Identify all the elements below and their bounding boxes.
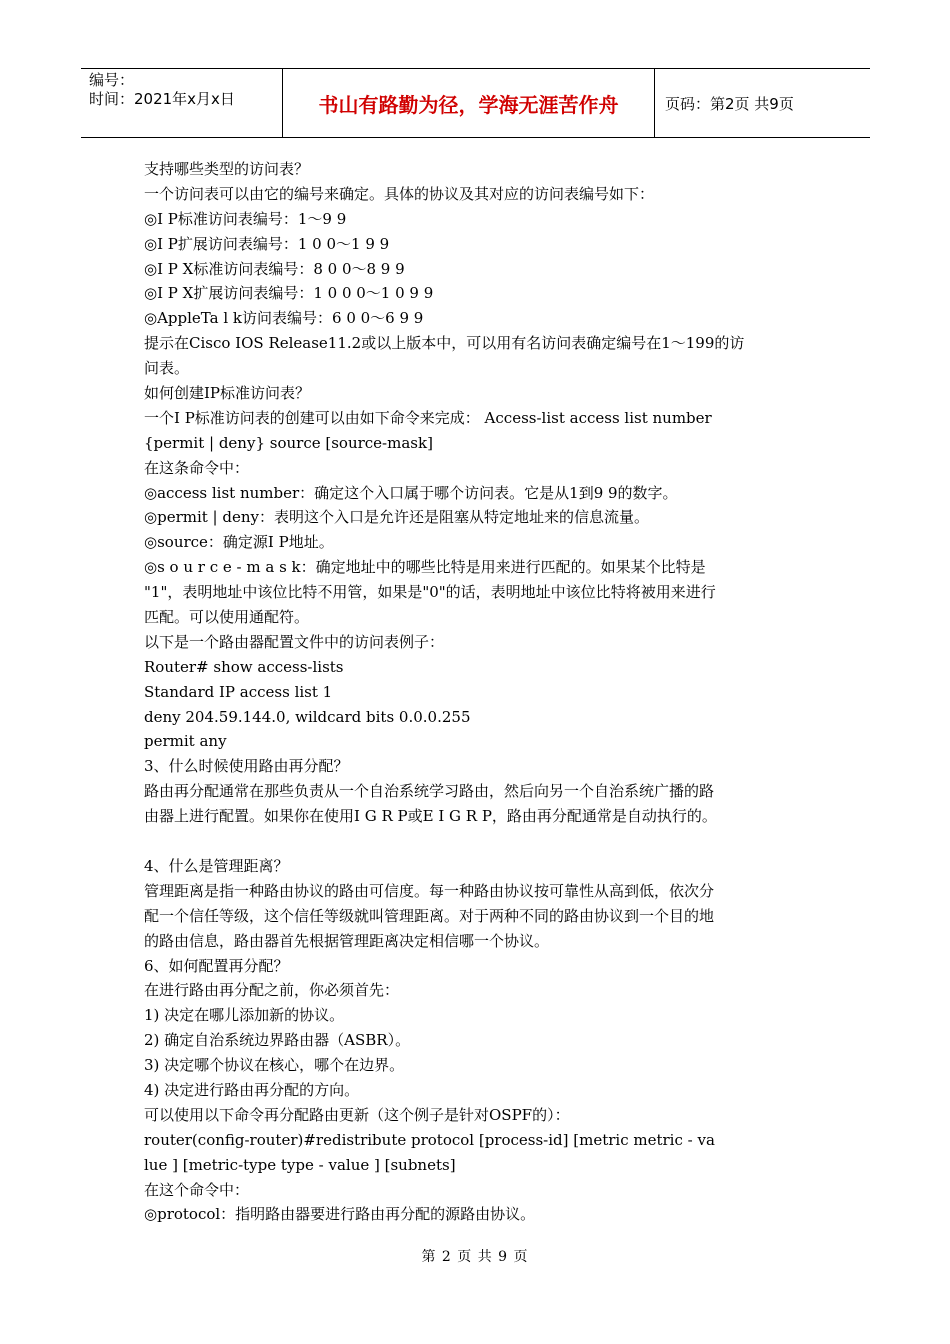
body-line: permit any xyxy=(144,732,227,751)
body-line: 在这条命令中： xyxy=(144,458,250,477)
body-line: 路由再分配通常在那些负责从一个自治系统学习路由，然后向另一个自治系统广播的路 xyxy=(144,782,715,801)
page-code: 页码：第2页 共9页 xyxy=(665,94,794,113)
body-line: 由器上进行配置。如果你在使用I G R P或E I G R P，路由再分配通常是自动执行的。 xyxy=(144,807,717,826)
body-line: 匹配。可以使用通配符。 xyxy=(144,608,310,627)
body-line: 3、什么时候使用路由再分配？ xyxy=(144,757,349,776)
body-line: ◎permit | deny：表明这个入口是允许还是阻塞从特定地址来的信息流量。 xyxy=(144,508,649,527)
page-footer: 第 2 页 共 9 页 xyxy=(421,1249,529,1265)
body-line: 4、什么是管理距离？ xyxy=(144,856,289,875)
body-line: 可以使用以下命令再分配路由更新（这个例子是针对OSPF的）： xyxy=(144,1105,570,1124)
body-line: 配一个信任等级，这个信任等级就叫管理距离。对于两种不同的路由协议到一个目的地 xyxy=(144,906,715,925)
body-line: 3) 决定哪个协议在核心，哪个在边界。 xyxy=(144,1056,405,1075)
body-line xyxy=(144,829,789,854)
body-line: {permit | deny} source [source-mask] xyxy=(144,433,433,452)
motto: 书山有路勤为径，学海无涯苦作舟 xyxy=(282,69,655,137)
body-line: 在这个命令中： xyxy=(144,1180,250,1199)
body-line: 支持哪些类型的访问表？ xyxy=(144,160,310,178)
body-line: 的路由信息，路由器首先根据管理距离决定相信哪一个协议。 xyxy=(144,931,550,950)
body-line: Router# show access-lists xyxy=(144,657,344,676)
body-line: ◎I P X扩展访问表编号：1 0 0 0～1 0 9 9 xyxy=(144,284,434,303)
body-line: 在进行路由再分配之前，你必须首先： xyxy=(144,981,400,1000)
body-line: ◎I P X标准访问表编号：8 0 0～8 9 9 xyxy=(144,259,405,278)
body-line: 一个I P标准访问表的创建可以由如下命令来完成： Access-list access list number xyxy=(144,408,712,427)
header-left-cell xyxy=(81,69,282,137)
body-line: Standard IP access list 1 xyxy=(144,682,333,701)
body-line: 如何创建IP标准访问表？ xyxy=(144,384,311,403)
body-line: ◎AppleTa l k访问表编号：6 0 0～6 9 9 xyxy=(144,309,424,328)
body-line: 问表。 xyxy=(144,359,190,378)
document-body xyxy=(144,157,789,1227)
body-line: lue ] [metric-type type - value ] [subnets] xyxy=(144,1155,456,1174)
body-line: deny 204.59.144.0, wildcard bits 0.0.0.255 xyxy=(144,707,471,726)
body-line: 以下是一个路由器配置文件中的访问表例子： xyxy=(144,632,445,651)
body-line: ◎I P扩展访问表编号：1 0 0～1 9 9 xyxy=(144,234,390,253)
body-line: 提示在Cisco IOS Release11.2或以上版本中，可以用有名访问表确定编号在1～199的访 xyxy=(144,334,745,353)
body-line: 管理距离是指一种路由协议的路由可信度。每一种路由协议按可靠性从高到低，依次分 xyxy=(144,881,715,900)
body-line: ◎I P标准访问表编号：1～9 9 xyxy=(144,209,347,228)
body-line: 2) 确定自治系统边界路由器（ASBR）。 xyxy=(144,1031,411,1050)
body-line: "1"，表明地址中该位比特不用管，如果是"0"的话，表明地址中该位比特将被用来进行 xyxy=(144,583,716,602)
body-line: 一个访问表可以由它的编号来确定。具体的协议及其对应的访问表编号如下： xyxy=(144,184,655,203)
body-line: router(config-router)#redistribute protocol [process-id] [metric metric - va xyxy=(144,1130,715,1149)
body-line: ◎s o u r c e - m a s k：确定地址中的哪些比特是用来进行匹配的。如果某个比特是 xyxy=(144,558,706,577)
number-label: 编号： xyxy=(89,71,135,89)
body-line: ◎protocol：指明路由器要进行路由再分配的源路由协议。 xyxy=(144,1205,536,1224)
time-label: 时间：2021年x月x日 xyxy=(89,90,235,108)
body-line: ◎access list number：确定这个入口属于哪个访问表。它是从1到9 9的数字。 xyxy=(144,483,678,502)
body-line: 4) 决定进行路由再分配的方向。 xyxy=(144,1080,360,1099)
body-line: 6、如何配置再分配？ xyxy=(144,956,289,975)
body-line: 1) 决定在哪儿添加新的协议。 xyxy=(144,1006,345,1025)
body-line: ◎source：确定源I P地址。 xyxy=(144,533,334,552)
header-table xyxy=(81,68,870,138)
